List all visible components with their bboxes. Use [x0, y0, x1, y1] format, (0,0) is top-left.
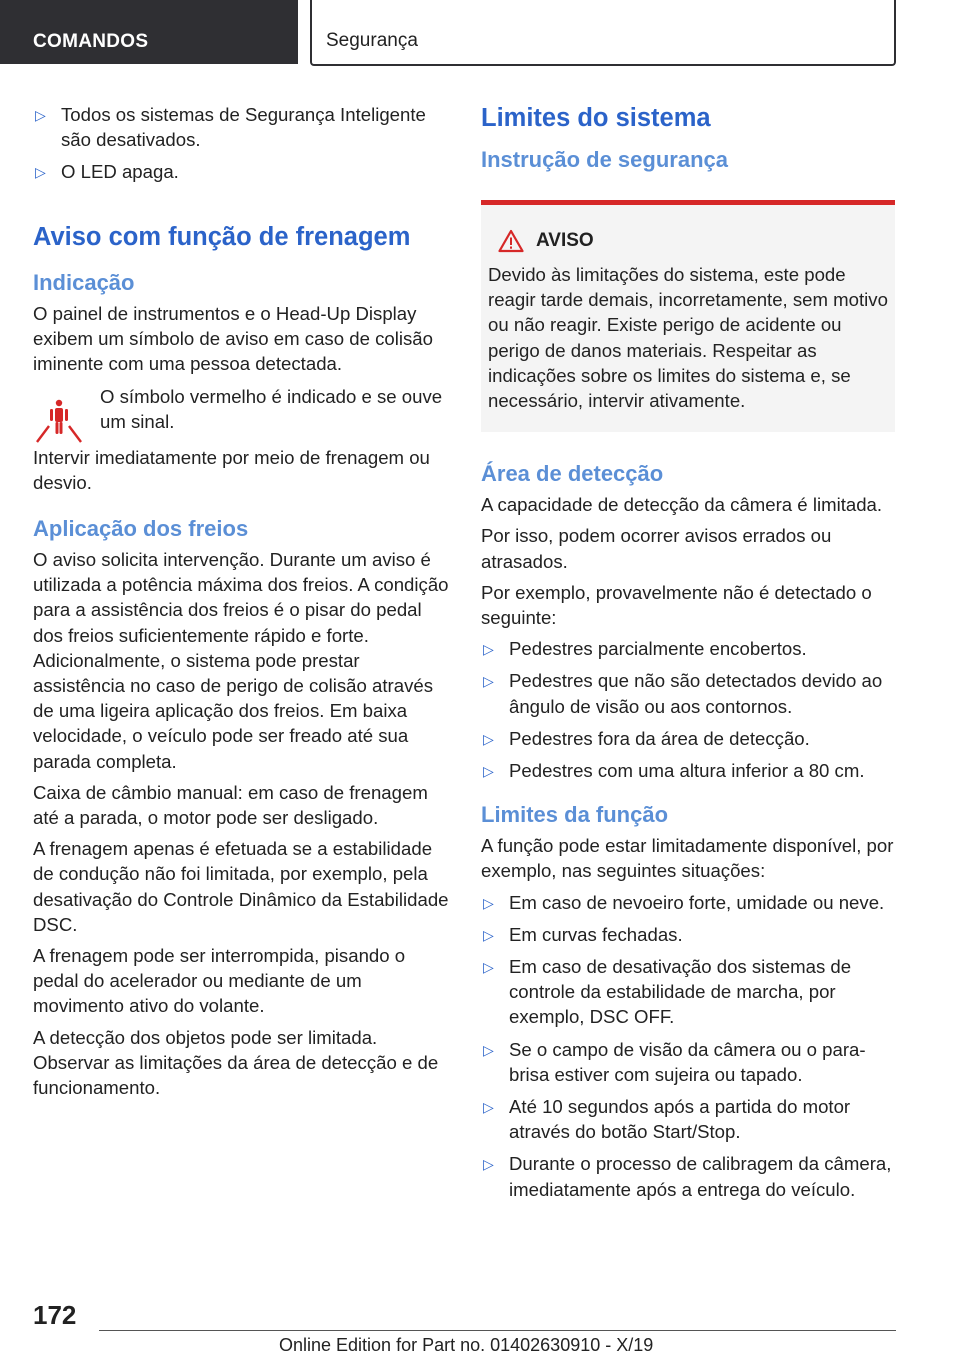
paragraph-funcao: A função pode estar limitadamente disponível, por exemplo, nas seguintes situações:	[481, 835, 894, 882]
section-heading-aviso: Aviso com função de frenagem	[33, 222, 411, 251]
paragraph-area-3: Por exemplo, provavelmente não é detectado o seguinte:	[481, 581, 872, 629]
warning-text: Devido às limitações do sistema, este pode reagir tarde demais, incorretamente, sem motivo ou não reagir. Existe perigo de acidente ou perigo de danos materiais. Respeitar as indicações sobre os limites do sistema e, se necessário, intervir ativamente.	[488, 264, 888, 412]
list-item: ▷ Todos os sistemas de Segurança Inteligente são desativados.	[35, 104, 426, 151]
subheading-funcao: Limites da função	[481, 802, 669, 828]
paragraph-estabilidade: A frenagem apenas é efetuada se a estabilidade de condução não foi limitada, por exemplo, pela desativação do Controle Dinâmico da Estabilidade DSC.	[33, 838, 449, 935]
right-column	[481, 102, 895, 1209]
pedestrian-warning-icon	[35, 396, 83, 444]
header-chapter-label: Segurança	[326, 30, 418, 51]
header-section-tab	[0, 0, 298, 64]
list-item: ▷ Se o campo de visão da câmera ou o para-brisa estiver com sujeira ou tapado.	[483, 1038, 866, 1085]
triangle-right-icon: ▷	[35, 164, 46, 181]
page-number: 172	[33, 1300, 77, 1330]
paragraph-area-1: A capacidade de detecção da câmera é limitada.	[481, 494, 883, 516]
triangle-right-icon: ▷	[483, 641, 494, 658]
paragraph-intervir: Intervir imediatamente por meio de frenagem ou desvio.	[33, 446, 430, 493]
left-column	[33, 102, 451, 1106]
warning-header	[498, 229, 888, 253]
warning-title: AVISO	[536, 230, 594, 251]
list-item: ▷ Pedestres fora da área de detecção.	[481, 726, 895, 751]
triangle-right-icon: ▷	[483, 1041, 494, 1058]
triangle-right-icon: ▷	[483, 763, 494, 780]
subheading-indicacao: Indicação	[33, 269, 135, 295]
triangle-right-icon: ▷	[483, 673, 494, 690]
warning-box	[481, 200, 895, 432]
paragraph-area-2: Por isso, podem ocorrer avisos errados ou atrasados.	[481, 525, 832, 572]
symbol-description: O símbolo vermelho é indicado e se ouve um sinal.	[100, 386, 443, 433]
subheading-area: Área de detecção	[481, 461, 664, 487]
paragraph-indicacao: O painel de instrumentos e o Head-Up Display exibem um símbolo de aviso em caso de colisão iminente com uma pessoa detectada.	[33, 302, 433, 375]
subheading-instrucao: Instrução de segurança	[481, 147, 728, 172]
warning-triangle-icon	[498, 229, 524, 253]
list-item: ▷ O LED apaga.	[33, 159, 451, 184]
triangle-right-icon: ▷	[483, 1156, 494, 1173]
paragraph-interrompida: A frenagem pode ser interrompida, pisando o pedal do acelerador ou mediante de um movimento ativo do volante.	[33, 945, 406, 1017]
header-section-label: COMANDOS	[33, 31, 149, 52]
paragraph-cambio: Caixa de câmbio manual: em caso de frenagem até a parada, o motor pode ser desligado.	[33, 781, 428, 829]
triangle-right-icon: ▷	[483, 1099, 494, 1116]
paragraph-aplicacao: O aviso solicita intervenção. Durante um aviso é utilizada a potência máxima dos freios. A condição para a assistência dos freios é o pisar do pedal dos freios suficientemente rápido e forte. Adicionalmente, o sistema pode prestar assistência no caso de perigo de colisão através de uma ligeira aplicação dos freios. Em baixa velocidade, o veículo pode ser freado até sua parada completa.	[33, 549, 449, 772]
triangle-right-icon: ▷	[483, 894, 494, 911]
list-item: ▷ Pedestres com uma altura inferior a 80 cm.	[481, 758, 895, 783]
footer-edition: Online Edition for Part no. 01402630910 - X/19	[279, 1335, 654, 1355]
subheading-aplicacao: Aplicação dos freios	[33, 516, 249, 542]
symbol-row	[33, 384, 451, 434]
list-item: ▷ Durante o processo de calibragem da câmera, imediatamente após a entrega do veículo.	[483, 1153, 892, 1200]
header-chapter-box	[310, 0, 896, 66]
list-item: ▷ Pedestres parcialmente encobertos.	[481, 636, 895, 661]
list-item: ▷ Pedestres que não são detectados devido ao ângulo de visão ou aos contornos.	[483, 670, 883, 717]
footer-divider	[99, 1330, 896, 1331]
triangle-right-icon: ▷	[483, 730, 494, 747]
paragraph-deteccao: A detecção dos objetos pode ser limitada. Observar as limitações da área de detecção e de funcionamento.	[33, 1026, 439, 1099]
list-item: ▷ Em curvas fechadas.	[481, 922, 895, 947]
triangle-right-icon: ▷	[35, 107, 46, 123]
list-item: ▷ Em caso de desativação dos sistemas de controle da estabilidade de marcha, por exemplo, DSC OFF.	[483, 956, 852, 1028]
triangle-right-icon: ▷	[483, 959, 494, 976]
list-item: ▷ Até 10 segundos após a partida do motor através do botão Start/Stop.	[483, 1096, 851, 1143]
section-heading-limites: Limites do sistema	[481, 104, 711, 132]
list-item: ▷ Em caso de nevoeiro forte, umidade ou neve.	[481, 890, 895, 915]
triangle-right-icon: ▷	[483, 926, 494, 943]
